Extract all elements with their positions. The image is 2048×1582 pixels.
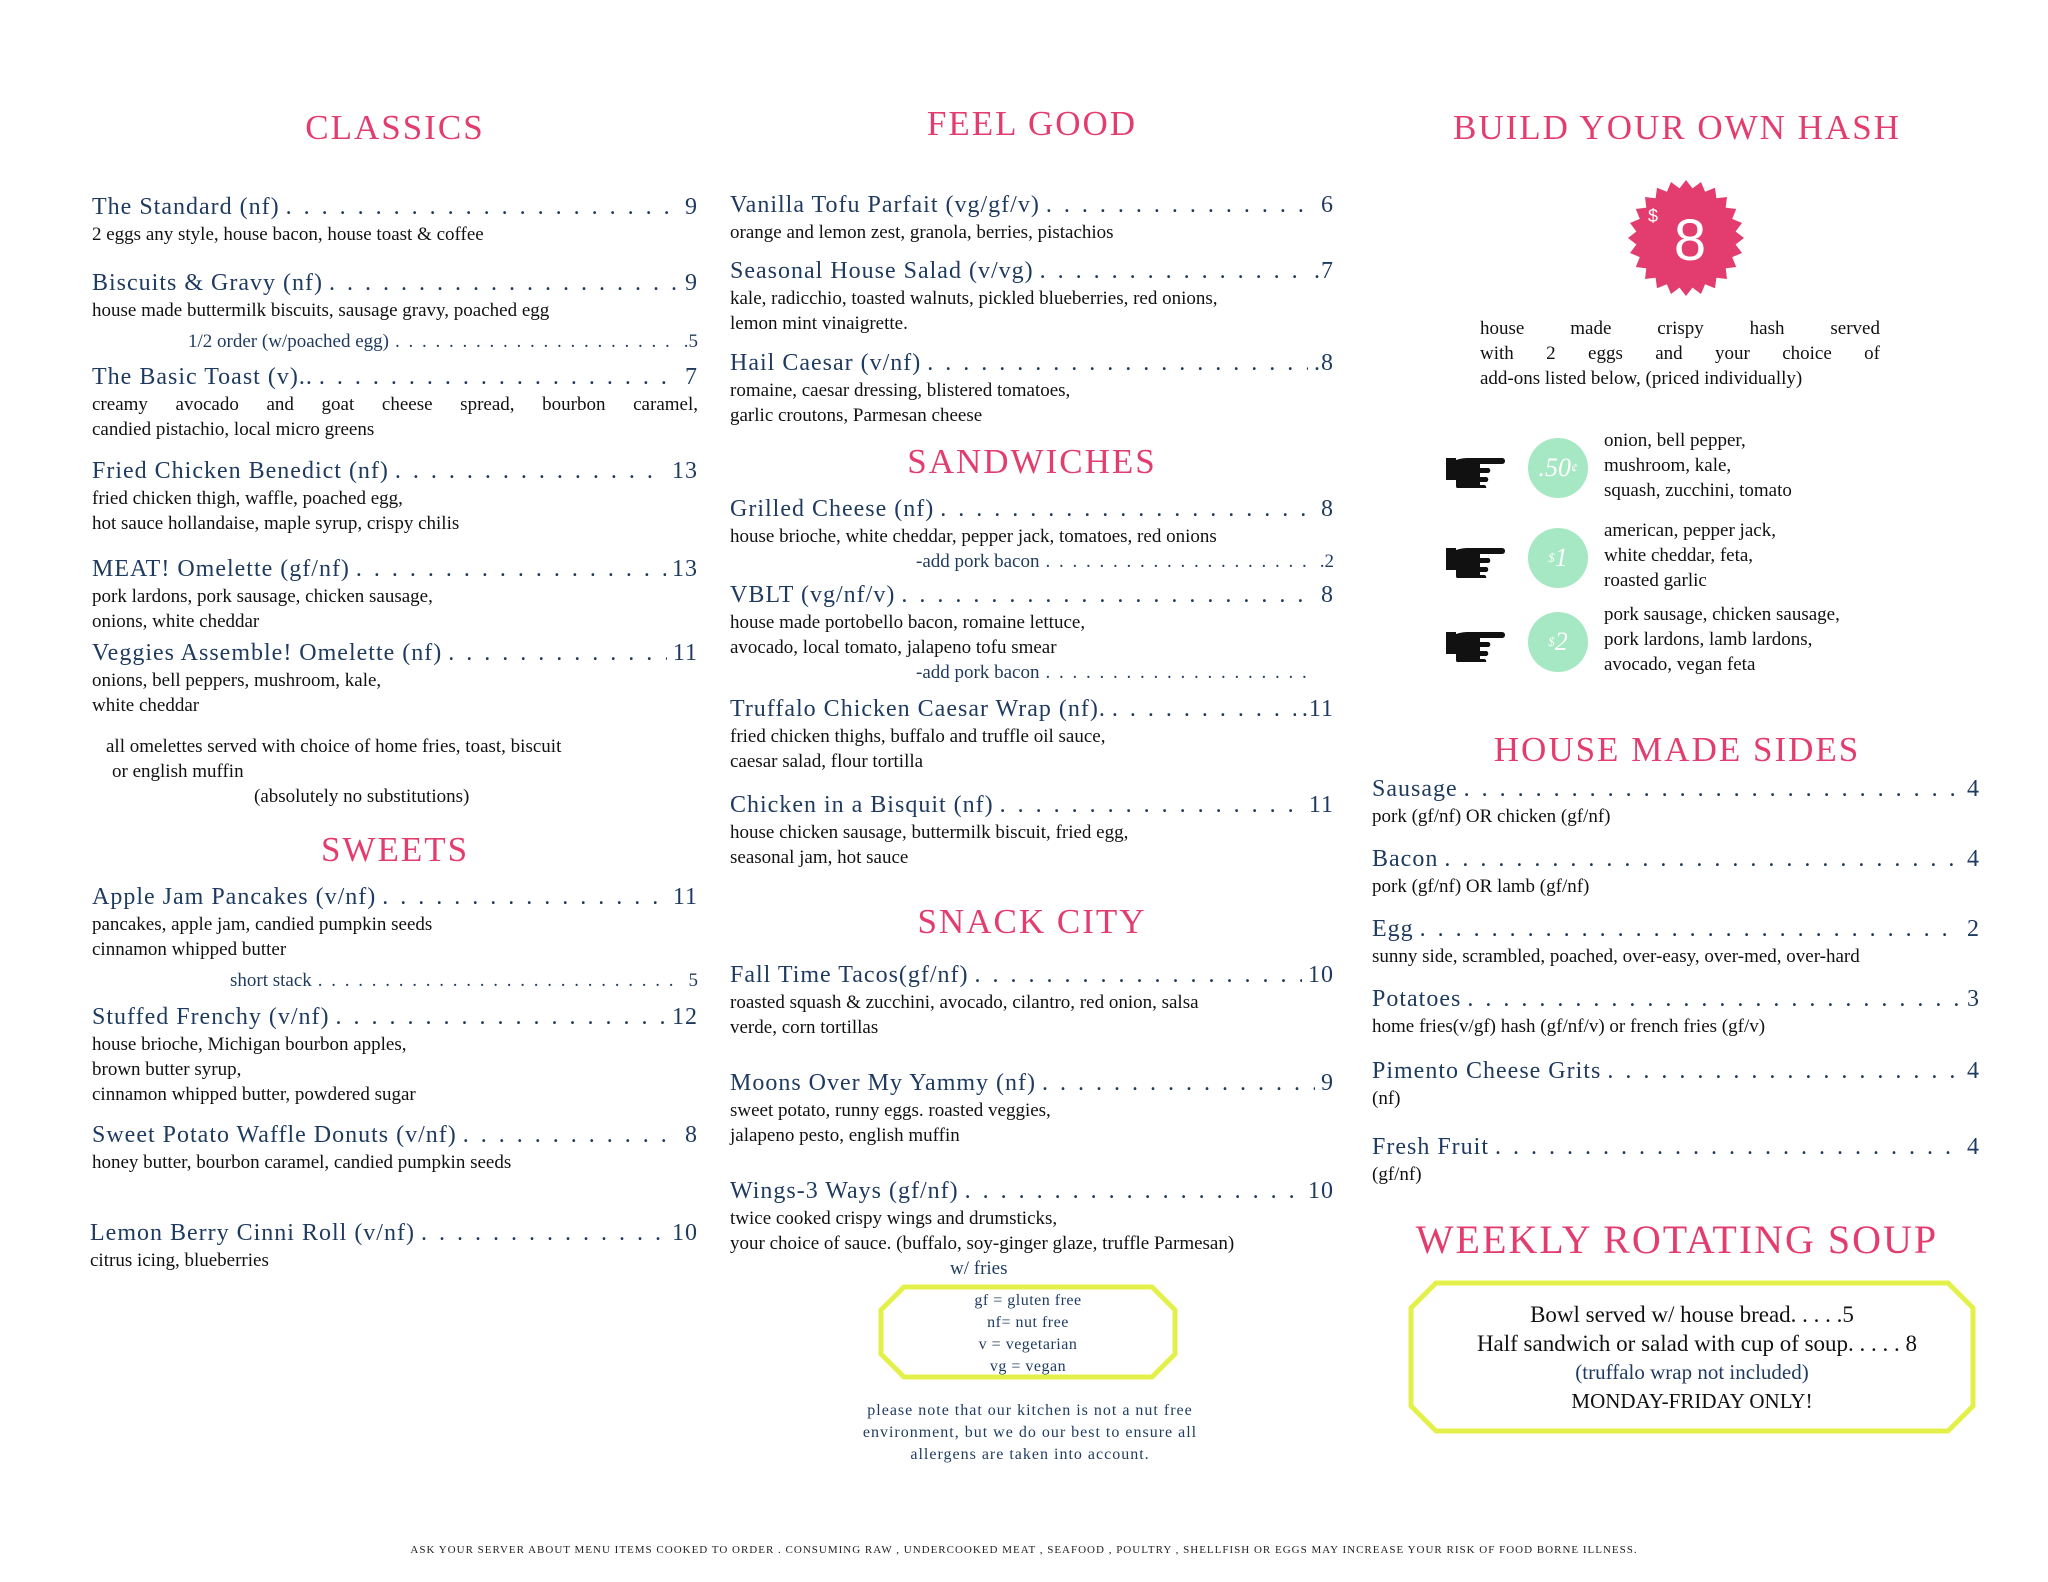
- sweets-heading: SWEETS: [320, 830, 470, 869]
- menu-item: [1372, 774, 1980, 829]
- menu-item: [1372, 984, 1980, 1039]
- pointing-hand-icon: [1444, 622, 1508, 662]
- item-desc: candied pistachio, local micro greens: [92, 419, 375, 440]
- item-name: VBLT (vg/nf/v): [730, 582, 896, 608]
- sides-heading: HOUSE MADE SIDES: [1493, 730, 1861, 769]
- addon-line: pork sausage, chicken sausage,: [1604, 604, 1840, 625]
- item-name: Chicken in a Bisquit (nf): [730, 792, 994, 818]
- item-desc: creamy avocado and goat cheese spread, bourbon caramel,: [92, 394, 698, 415]
- sub-option-price: .5: [683, 331, 698, 352]
- item-desc: roasted squash & zucchini, avocado, cilantro, red onion, salsa: [730, 992, 1199, 1013]
- item-name: Veggies Assemble! Omelette (nf): [92, 640, 443, 666]
- menu-item: [1372, 1056, 1980, 1111]
- item-desc: your choice of sauce. (buffalo, soy-ginger glaze, truffle Parmesan): [730, 1233, 1235, 1254]
- addon-tier: [1444, 518, 1894, 608]
- item-desc: pork lardons, pork sausage, chicken sausage,: [92, 586, 433, 607]
- food-safety-disclaimer: ASK YOUR SERVER ABOUT MENU ITEMS COOKED TO ORDER . CONSUMING RAW , UNDERCOOKED MEAT , SEAFOOD , POULTRY , SHELLFISH OR EGGS MAY INCREASE YOUR RISK OF FOOD BORNE ILLNESS.: [410, 1544, 1638, 1556]
- sub-option-price: .2: [1319, 551, 1334, 572]
- item-desc: verde, corn tortillas: [730, 1017, 879, 1038]
- addon-price-circle: [1528, 528, 1588, 588]
- item-name: Biscuits & Gravy (nf): [92, 270, 323, 296]
- item-desc: house made buttermilk biscuits, sausage gravy, poached egg: [92, 300, 550, 321]
- item-name: Apple Jam Pancakes (v/nf): [92, 884, 377, 910]
- item-desc: avocado, local tomato, jalapeno tofu smear: [730, 637, 1057, 658]
- menu-item: [730, 494, 1334, 574]
- addon-currency: $: [1548, 550, 1555, 565]
- price-badge: [1626, 178, 1746, 298]
- addon-options: [1604, 428, 1792, 503]
- item-desc: sunny side, scrambled, poached, over-easy, over-med, over-hard: [1372, 946, 1860, 967]
- item-name: Lemon Berry Cinni Roll (v/nf): [90, 1220, 415, 1246]
- item-desc: citrus icing, blueberries: [90, 1250, 269, 1271]
- snack-city-heading: SNACK CITY: [917, 902, 1147, 941]
- item-price: .11: [1301, 696, 1334, 722]
- item-price: 12: [672, 1004, 698, 1030]
- item-desc: brown butter syrup,: [92, 1059, 242, 1080]
- classics-heading: CLASSICS: [305, 108, 485, 147]
- item-name: Sweet Potato Waffle Donuts (v/nf): [92, 1122, 457, 1148]
- item-desc: seasonal jam, hot sauce: [730, 847, 909, 868]
- item-price: .7: [1314, 258, 1334, 284]
- item-name: Truffalo Chicken Caesar Wrap (nf).: [730, 696, 1106, 722]
- item-desc: pork (gf/nf) OR chicken (gf/nf): [1372, 806, 1611, 827]
- desc-line: with 2 eggs and your choice of: [1480, 343, 1880, 364]
- item-desc: twice cooked crispy wings and drumsticks,: [730, 1208, 1058, 1229]
- item-desc: white cheddar: [92, 695, 200, 716]
- addon-price: 2: [1554, 627, 1568, 656]
- menu-item: [92, 192, 698, 247]
- hash-heading: BUILD YOUR OWN HASH: [1453, 108, 1901, 147]
- menu-item: [730, 256, 1334, 336]
- soup-line: MONDAY-FRIDAY ONLY!: [1571, 1389, 1813, 1413]
- item-price: 8: [1321, 496, 1334, 522]
- item-price: 11: [1308, 792, 1334, 818]
- addon-options: [1604, 518, 1776, 593]
- sub-option-label: -add pork bacon: [916, 662, 1040, 683]
- menu-item: [92, 882, 698, 993]
- item-name: Potatoes: [1372, 986, 1462, 1012]
- item-desc: house made portobello bacon, romaine lettuce,: [730, 612, 1086, 633]
- desc-line: house made crispy hash served: [1480, 318, 1880, 339]
- item-name: Seasonal House Salad (v/vg): [730, 258, 1034, 284]
- note-line: environment, but we do our best to ensure all: [862, 1424, 1198, 1441]
- menu-item: [92, 1002, 698, 1107]
- badge-price: 8: [1673, 208, 1707, 273]
- addon-line: onion, bell pepper,: [1604, 430, 1746, 451]
- note-line: all omelettes served with choice of home fries, toast, biscuit: [106, 736, 562, 757]
- addon-options: [1604, 602, 1840, 677]
- menu-item: [92, 554, 698, 634]
- item-name: Stuffed Frenchy (v/nf): [92, 1004, 330, 1030]
- item-desc: house chicken sausage, buttermilk biscuit, fried egg,: [730, 822, 1129, 843]
- pointing-hand-icon: [1444, 448, 1508, 488]
- item-desc: caesar salad, flour tortilla: [730, 751, 924, 772]
- addon-currency: ¢: [1571, 460, 1578, 475]
- item-price: 11: [672, 640, 698, 666]
- item-price: 7: [685, 364, 698, 390]
- soup-line: (truffalo wrap not included): [1575, 1360, 1809, 1384]
- item-price: 6: [1321, 192, 1334, 218]
- item-price: 10: [672, 1220, 698, 1246]
- item-desc: cinnamon whipped butter: [92, 939, 287, 960]
- item-desc: jalapeno pesto, english muffin: [730, 1125, 960, 1146]
- menu-item: [730, 1068, 1334, 1148]
- addon-line: avocado, vegan feta: [1604, 654, 1756, 675]
- soup-heading: WEEKLY ROTATING SOUP: [1415, 1217, 1939, 1262]
- item-price: 13: [672, 458, 698, 484]
- note-line: (absolutely no substitutions): [254, 786, 470, 807]
- menu-item: [92, 268, 698, 354]
- item-desc: fried chicken thighs, buffalo and truffle oil sauce,: [730, 726, 1106, 747]
- pointing-hand-icon: [1444, 538, 1508, 578]
- item-price: 9: [685, 270, 698, 296]
- item-desc: pork (gf/nf) OR lamb (gf/nf): [1372, 876, 1590, 897]
- item-name: The Standard (nf): [92, 194, 280, 220]
- addon-price-circle: [1528, 612, 1588, 672]
- item-price: .8: [1314, 350, 1334, 376]
- menu-item: [92, 362, 698, 442]
- addon-line: mushroom, kale,: [1604, 455, 1732, 476]
- desc-line: add-ons listed below, (priced individually): [1480, 368, 1803, 389]
- item-desc: orange and lemon zest, granola, berries, pistachios: [730, 222, 1114, 243]
- soup-line: Half sandwich or salad with cup of soup. . . . . 8: [1476, 1331, 1918, 1356]
- sub-option-price: 5: [688, 970, 698, 991]
- item-price: 3: [1967, 986, 1980, 1012]
- item-desc: lemon mint vinaigrette.: [730, 313, 908, 334]
- item-price: 4: [1967, 776, 1980, 802]
- item-price: 4: [1967, 1134, 1980, 1160]
- item-desc: sweet potato, runny eggs. roasted veggies,: [730, 1100, 1051, 1121]
- menu-item: [90, 1218, 698, 1273]
- item-name: Vanilla Tofu Parfait (vg/gf/v): [730, 192, 1040, 218]
- item-price: 8: [1321, 582, 1334, 608]
- menu-item: [730, 348, 1334, 428]
- item-name: Hail Caesar (v/nf): [730, 350, 922, 376]
- item-desc: pancakes, apple jam, candied pumpkin seeds: [92, 914, 433, 935]
- item-desc: hot sauce hollandaise, maple syrup, crispy chilis: [92, 513, 460, 534]
- menu-item: [730, 580, 1334, 685]
- item-desc: fried chicken thigh, waffle, poached egg,: [92, 488, 403, 509]
- item-desc: (gf/nf): [1372, 1164, 1422, 1185]
- omelette-note: [106, 734, 561, 809]
- menu-item: [92, 638, 698, 718]
- item-name: Bacon: [1372, 846, 1439, 872]
- item-desc: kale, radicchio, toasted walnuts, pickled blueberries, red onions,: [730, 288, 1218, 309]
- item-desc: cinnamon whipped butter, powdered sugar: [92, 1084, 416, 1105]
- addon-price: 1: [1554, 543, 1568, 572]
- item-price: 4: [1967, 846, 1980, 872]
- note-line: please note that our kitchen is not a nut free: [867, 1402, 1193, 1419]
- menu-item: [1372, 1132, 1980, 1187]
- item-name: Wings-3 Ways (gf/nf): [730, 1178, 959, 1204]
- item-desc: home fries(v/gf) hash (gf/nf/v) or french fries (gf/v): [1372, 1016, 1766, 1037]
- addon-line: white cheddar, feta,: [1604, 545, 1754, 566]
- note-line: allergens are taken into account.: [910, 1446, 1150, 1463]
- item-desc: garlic croutons, Parmesan cheese: [730, 405, 983, 426]
- item-name: Egg: [1372, 916, 1414, 942]
- item-price: 11: [672, 884, 698, 910]
- item-desc: (nf): [1372, 1088, 1401, 1109]
- item-name: Sausage: [1372, 776, 1458, 802]
- item-name: MEAT! Omelette (gf/nf): [92, 556, 350, 582]
- menu-item: [730, 190, 1334, 245]
- item-desc: honey butter, bourbon caramel, candied pumpkin seeds: [92, 1152, 512, 1173]
- item-price: 4: [1967, 1058, 1980, 1084]
- menu-item: [1372, 844, 1980, 899]
- item-price: 9: [1321, 1070, 1334, 1096]
- hash-description: [1480, 316, 1880, 391]
- addon-line: squash, zucchini, tomato: [1604, 480, 1792, 501]
- menu-item: [730, 694, 1334, 774]
- item-name: Fried Chicken Benedict (nf): [92, 458, 389, 484]
- item-name: Moons Over My Yammy (nf): [730, 1070, 1036, 1096]
- item-price: 2: [1967, 916, 1980, 942]
- item-name: Fall Time Tacos(gf/nf): [730, 962, 969, 988]
- note-line: or english muffin: [112, 761, 244, 782]
- sub-option-label: 1/2 order (w/poached egg): [188, 331, 390, 352]
- item-price: 10: [1308, 962, 1334, 988]
- item-desc: 2 eggs any style, house bacon, house toast & coffee: [92, 224, 484, 245]
- addon-price: .50: [1538, 453, 1571, 482]
- item-price: 10: [1308, 1178, 1334, 1204]
- addon-currency: $: [1548, 634, 1555, 649]
- legend-line: vg = vegan: [989, 1358, 1067, 1375]
- sub-option-label: short stack: [230, 970, 312, 991]
- item-price: 13: [672, 556, 698, 582]
- item-name: Fresh Fruit: [1372, 1134, 1490, 1160]
- feel-good-heading: FEEL GOOD: [926, 104, 1138, 143]
- menu-item: [1372, 914, 1980, 969]
- addon-price-circle: [1528, 438, 1588, 498]
- item-desc: onions, bell peppers, mushroom, kale,: [92, 670, 382, 691]
- sandwiches-heading: SANDWICHES: [907, 442, 1157, 481]
- item-desc: romaine, caesar dressing, blistered tomatoes,: [730, 380, 1071, 401]
- menu-item: [730, 960, 1334, 1040]
- item-desc: house brioche, Michigan bourbon apples,: [92, 1034, 407, 1055]
- item-name: The Basic Toast (v)..: [92, 364, 313, 390]
- legend-line: v = vegetarian: [978, 1336, 1078, 1353]
- addon-line: american, pepper jack,: [1604, 520, 1776, 541]
- addon-tier: [1444, 428, 1894, 518]
- item-desc: house brioche, white cheddar, pepper jack, tomatoes, red onions: [730, 526, 1217, 547]
- item-price: 9: [685, 194, 698, 220]
- item-name: Pimento Cheese Grits: [1372, 1058, 1602, 1084]
- addon-tier: [1444, 602, 1894, 692]
- item-name: Grilled Cheese (nf): [730, 496, 935, 522]
- legend-line: nf= nut free: [987, 1314, 1069, 1331]
- addon-line: pork lardons, lamb lardons,: [1604, 629, 1813, 650]
- addon-line: roasted garlic: [1604, 570, 1707, 591]
- item-price: 8: [685, 1122, 698, 1148]
- item-desc: onions, white cheddar: [92, 611, 260, 632]
- menu-item: [92, 456, 698, 536]
- sub-option-label: -add pork bacon: [916, 551, 1040, 572]
- badge-currency: $: [1648, 206, 1659, 226]
- menu-item: [730, 790, 1334, 870]
- soup-details: [1408, 1300, 1976, 1416]
- dietary-legend: [878, 1290, 1178, 1378]
- menu-item: [730, 1176, 1334, 1281]
- legend-line: gf = gluten free: [974, 1292, 1082, 1309]
- menu-item: [92, 1120, 698, 1175]
- item-extra: w/ fries: [950, 1258, 1008, 1279]
- soup-line: Bowl served w/ house bread. . . . .5: [1530, 1302, 1854, 1327]
- allergen-note: [840, 1400, 1220, 1466]
